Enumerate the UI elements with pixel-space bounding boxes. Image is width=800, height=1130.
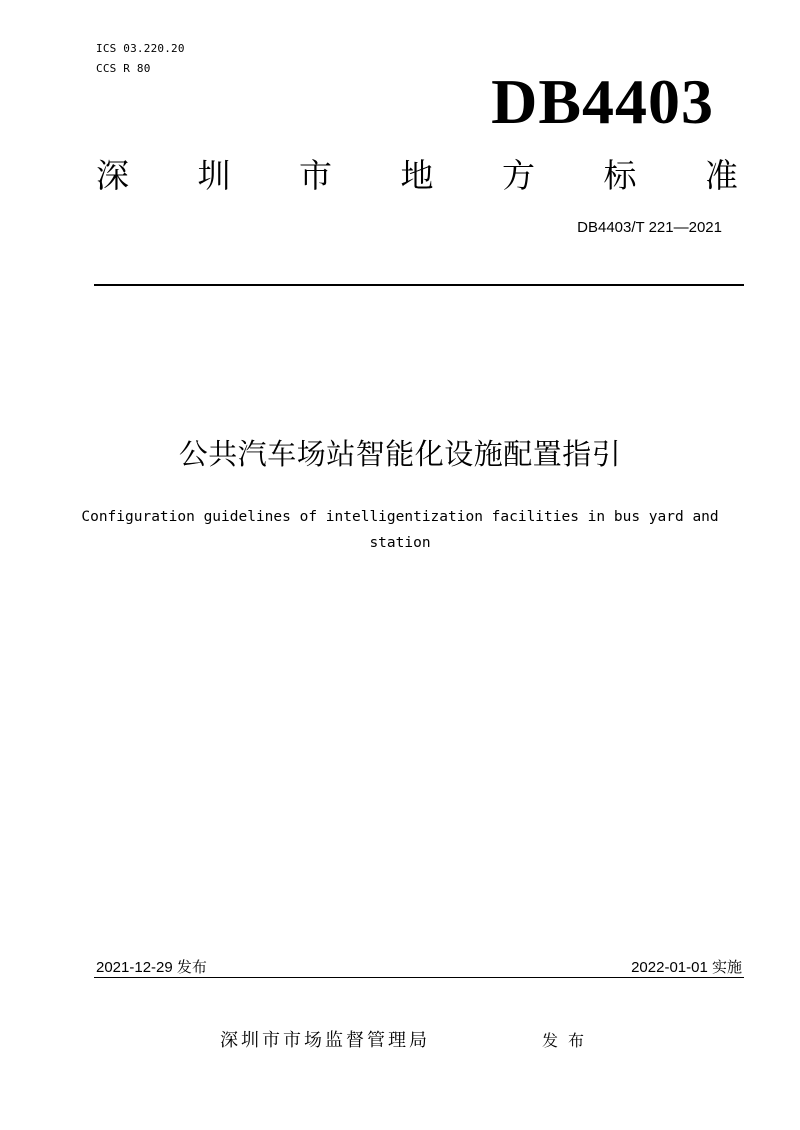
standard-type-char: 深 — [96, 156, 129, 195]
ccs-code: CCS R 80 — [96, 62, 151, 75]
standard-type-char: 准 — [705, 156, 738, 195]
publish-label: 发布 — [542, 1031, 595, 1050]
ics-code: ICS 03.220.20 — [96, 42, 185, 55]
title-chinese: 公共汽车场站智能化设施配置指引 — [178, 437, 622, 471]
standard-type — [96, 156, 738, 196]
implementation-date: 2022-01-01 实施 — [631, 959, 742, 976]
header-divider — [94, 284, 744, 286]
standard-type-char: 圳 — [197, 156, 231, 195]
standard-type-char: 标 — [603, 156, 637, 195]
standard-type-char: 方 — [502, 156, 535, 195]
standard-number: DB4403/T 221—2021 — [577, 219, 722, 236]
standard-type-char: 地 — [400, 156, 434, 195]
title-english: Configuration guidelines of intelligentization facilities in bus yard and station — [81, 509, 719, 551]
standard-type-char: 市 — [299, 156, 332, 195]
standard-logo: DB4403 — [491, 66, 714, 137]
publisher-name: 深圳市市场监督管理局 — [220, 1030, 430, 1051]
footer-divider — [94, 977, 744, 978]
issue-date: 2021-12-29 发布 — [96, 959, 207, 976]
